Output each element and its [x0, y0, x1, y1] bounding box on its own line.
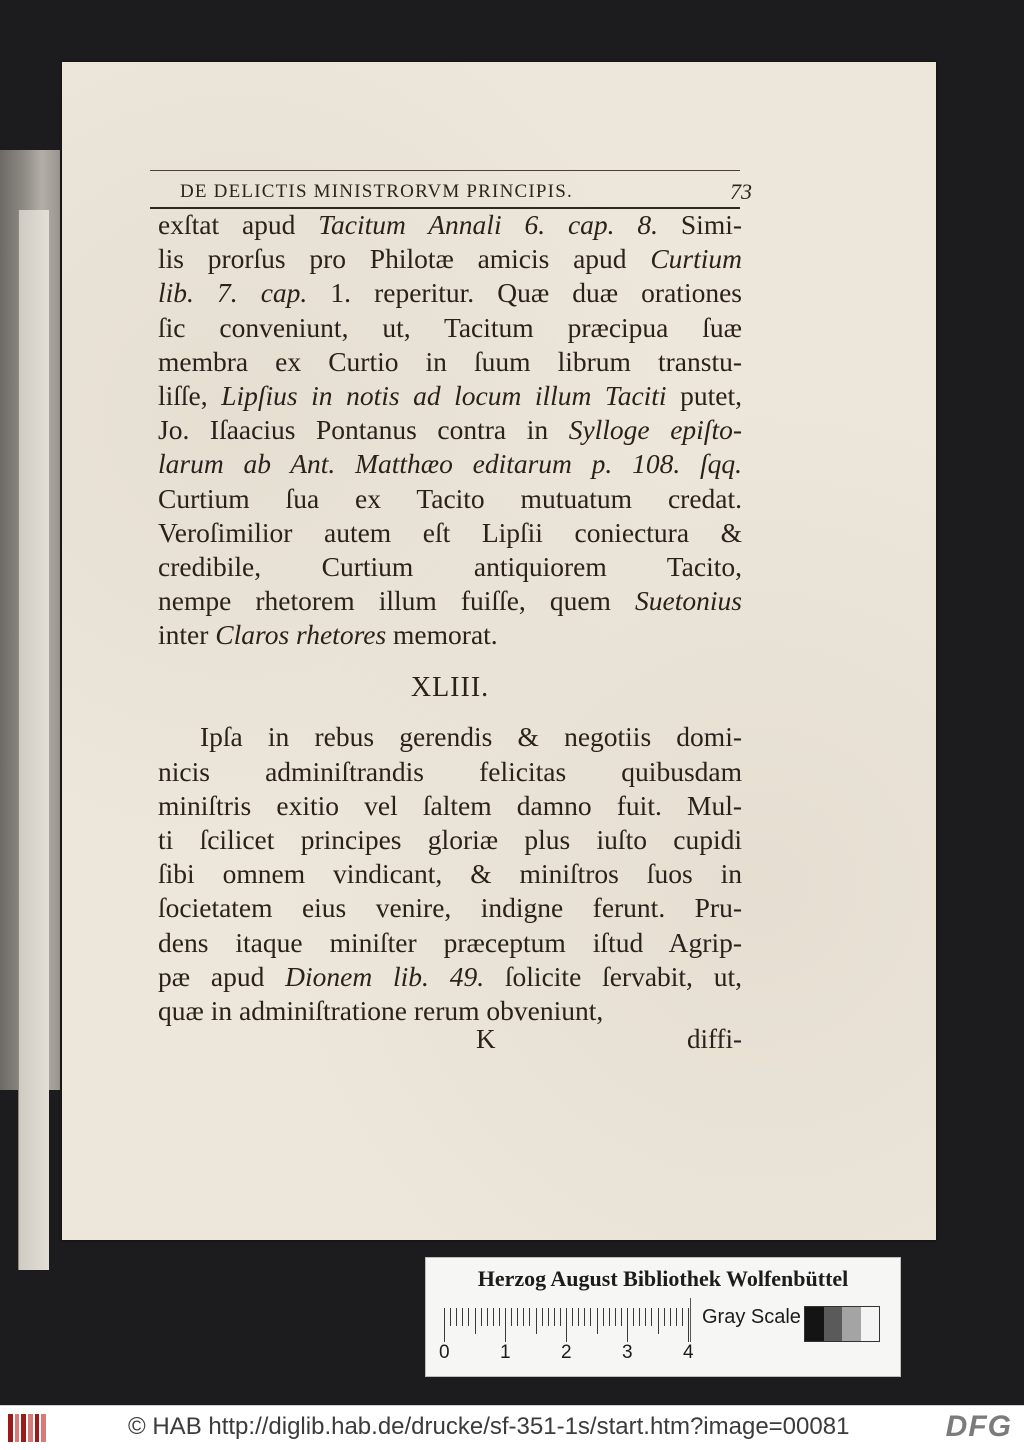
ruler-tick [462, 1308, 463, 1326]
ruler-tick [597, 1308, 598, 1334]
ruler-tick [548, 1308, 549, 1326]
section-heading: XLIII. [410, 672, 490, 704]
ruler-tick [505, 1308, 506, 1342]
ruler-tick [572, 1308, 573, 1326]
ruler-tick [670, 1308, 671, 1326]
ruler-tick [633, 1308, 634, 1326]
running-head: DE DELICTIS MINISTRORVM PRINCIPIS. [180, 181, 573, 202]
text-run: 1. reperitur. Quæ duæ orationes [307, 277, 742, 309]
text-run: ſolicite ſervabit, ut, [484, 960, 742, 992]
text-run: nempe rhetorem illum fuiſſe, quem [158, 585, 636, 617]
scale-divider [690, 1298, 691, 1342]
text-run: lis prorſus pro Philotæ amicis apud [158, 243, 651, 275]
catchword: diffi- [687, 1024, 742, 1054]
text-line [158, 379, 742, 413]
italic-citation: Suetonius [635, 585, 742, 617]
gray-swatch [824, 1307, 843, 1341]
text-run: credibile, Curtium antiquiorem Tacito, [158, 550, 742, 582]
text-line [158, 994, 742, 1028]
ruler-label: 0 [439, 1342, 450, 1363]
text-line [158, 311, 742, 345]
gray-scale-swatches [804, 1306, 880, 1342]
ruler-tick [529, 1308, 530, 1326]
italic-citation: lib. 7. cap. [158, 277, 308, 309]
measurement-ruler [444, 1304, 694, 1344]
hab-logo-icon [8, 1414, 46, 1442]
text-run: Jo. Iſaacius Pontanus contra in [158, 414, 569, 446]
text-line [158, 789, 742, 823]
ruler-tick [450, 1308, 451, 1326]
ruler-tick [603, 1308, 604, 1326]
paragraph-2 [158, 720, 742, 1028]
ruler-label: 1 [500, 1342, 511, 1363]
text-run: ſibi omnem vindicant, & miniſtros ſuos in [158, 858, 742, 890]
text-line [158, 891, 742, 925]
library-name: Herzog August Bibliothek Wolfenbüttel [477, 1266, 849, 1291]
italic-citation: Claros rhetores [215, 619, 387, 651]
italic-citation: larum ab Ant. Matthæo editarum p. 108. ſqq. [158, 448, 742, 480]
text-line [158, 345, 742, 379]
text-run: Curtium ſua ex Tacito mutuatum credat. [158, 482, 742, 514]
text-run: membra ex Curtio in ſuum librum transtu- [158, 345, 742, 377]
text-run: liſſe, [158, 379, 222, 411]
ruler-tick [639, 1308, 640, 1326]
text-line [158, 208, 742, 242]
text-line [158, 823, 742, 857]
ruler-tick [658, 1308, 659, 1334]
ruler-tick [645, 1308, 646, 1326]
ruler-tick [517, 1308, 518, 1326]
ruler-tick [682, 1308, 683, 1326]
ruler-tick [590, 1308, 591, 1326]
ruler-tick [536, 1308, 537, 1334]
text-line [158, 720, 742, 754]
previous-page-margin [18, 210, 49, 1270]
ruler-tick [664, 1308, 665, 1326]
text-run: exſtat apud [158, 209, 319, 240]
signature-mark: K [476, 1024, 496, 1054]
ruler-tick [560, 1308, 561, 1326]
text-run: Ipſa in rebus gerendis & negotiis domi- [200, 721, 742, 753]
ruler-tick [493, 1308, 494, 1326]
gray-swatch [805, 1307, 824, 1341]
ruler-tick [676, 1308, 677, 1326]
ruler-tick [487, 1308, 488, 1326]
text-line [158, 857, 742, 891]
text-line [158, 960, 742, 994]
ruler-label: 2 [561, 1342, 572, 1363]
ruler-tick [627, 1308, 628, 1342]
ruler-tick [651, 1308, 652, 1326]
ruler-tick [566, 1308, 567, 1342]
text-run: dens itaque miniſter præceptum iſtud Agrip- [158, 926, 742, 958]
ruler-tick [609, 1308, 610, 1326]
italic-citation: Curtium [650, 243, 742, 275]
gray-swatch [861, 1307, 880, 1341]
text-run: memorat. [386, 619, 498, 651]
text-line [158, 550, 742, 584]
color-scale-card [425, 1257, 901, 1377]
text-run: quæ in adminiſtratione rerum obveniunt, [158, 994, 604, 1026]
text-run: putet, [666, 379, 742, 411]
text-run: ſocietatem eius venire, indigne ferunt. Pru- [158, 892, 742, 924]
ruler-label: 4 [683, 1342, 694, 1363]
text-run: ti ſcilicet principes gloriæ plus iuſto cupidi [158, 824, 742, 855]
text-line [158, 618, 742, 652]
page-header [150, 170, 752, 209]
text-line [158, 755, 742, 789]
text-line [158, 584, 742, 618]
text-run: nicis adminiſtrandis felicitas quibusdam [158, 755, 742, 787]
ruler-tick [621, 1308, 622, 1326]
ruler-tick [584, 1308, 585, 1326]
ruler-tick [688, 1308, 689, 1342]
italic-citation: Lipſius in notis ad locum illum Taciti [221, 379, 667, 411]
ruler-tick [456, 1308, 457, 1326]
ruler-label: 3 [622, 1342, 633, 1363]
ruler-tick [511, 1308, 512, 1326]
ruler-tick [523, 1308, 524, 1326]
ruler-tick [481, 1308, 482, 1326]
text-run: Veroſimilior autem eſt Lipſii coniectura & [158, 516, 742, 548]
text-run: ſic conveniunt, ut, Tacitum præcipua ſuæ [158, 311, 742, 343]
text-line [158, 413, 742, 447]
text-line [158, 516, 742, 550]
text-line [158, 482, 742, 516]
text-run: inter [158, 619, 216, 651]
text-line [158, 926, 742, 960]
ruler-tick [578, 1308, 579, 1326]
italic-citation: Dionem lib. 49. [285, 960, 485, 992]
ruler-tick [615, 1308, 616, 1326]
ruler-tick [475, 1308, 476, 1334]
text-line [158, 447, 742, 481]
gray-swatch [842, 1307, 861, 1341]
page-number: 73 [730, 179, 752, 204]
italic-citation: Sylloge epiſto- [568, 414, 742, 446]
paragraph-1 [158, 208, 742, 652]
previous-page-edge [0, 150, 60, 1090]
book-page [62, 62, 936, 1240]
ruler-tick [468, 1308, 469, 1326]
ruler-tick [499, 1308, 500, 1326]
italic-citation: Tacitum Annali 6. cap. 8. [318, 209, 659, 240]
copyright-url[interactable]: © HAB http://diglib.hab.de/drucke/sf-351-1s/start.htm?image=00081 [128, 1413, 850, 1440]
footer-bar [0, 1405, 1024, 1450]
page-body-text [158, 208, 742, 1028]
text-line [158, 276, 742, 310]
text-run: pæ apud [158, 960, 286, 992]
text-line [158, 242, 742, 276]
ruler-tick [554, 1308, 555, 1326]
text-run: miniſtris exitio vel ſaltem damno fuit. Mul- [158, 789, 742, 821]
dfg-logo: DFG [945, 1410, 1012, 1443]
page-foot [158, 1024, 742, 1058]
text-run: Simi- [658, 209, 743, 240]
gray-scale-label: Gray Scale [702, 1306, 801, 1328]
ruler-tick [542, 1308, 543, 1326]
ruler-tick [444, 1308, 445, 1342]
